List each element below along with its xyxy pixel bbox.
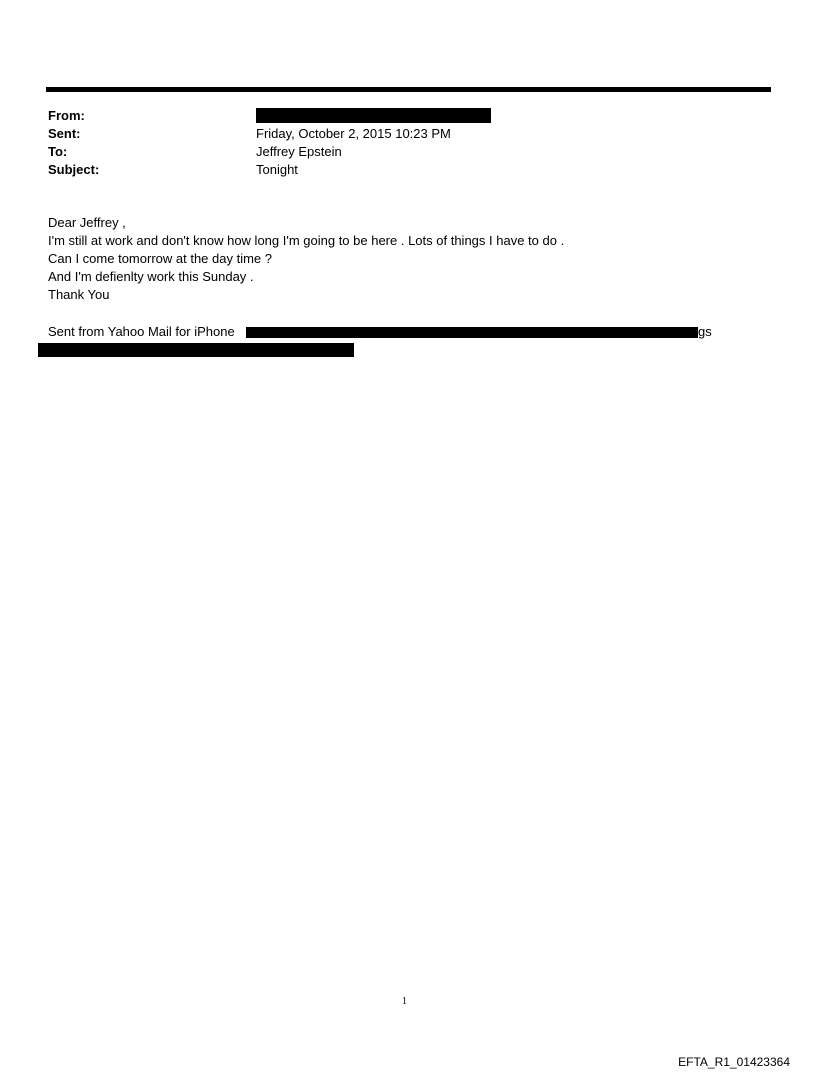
document-id: EFTA_R1_01423364 xyxy=(678,1055,790,1069)
body-line-tomorrow: Can I come tomorrow at the day time ? xyxy=(48,251,272,266)
email-body xyxy=(48,214,564,304)
subject-label: Subject: xyxy=(48,162,100,177)
signature-tail: gs xyxy=(698,324,712,339)
to-label: To: xyxy=(48,144,68,159)
sent-label: Sent: xyxy=(48,126,81,141)
header-divider-rule xyxy=(46,87,771,92)
from-label: From: xyxy=(48,108,85,123)
signature-line xyxy=(48,323,235,341)
signature-second-line-redaction xyxy=(38,343,354,357)
to-value: Jeffrey Epstein xyxy=(256,144,342,159)
from-redaction xyxy=(256,108,491,123)
signature-prefix: Sent from Yahoo Mail for iPhone xyxy=(48,324,235,339)
subject-value: Tonight xyxy=(256,162,298,177)
body-line-greeting: Dear Jeffrey , xyxy=(48,215,126,230)
body-line-thanks: Thank You xyxy=(48,287,110,302)
sent-value: Friday, October 2, 2015 10:23 PM xyxy=(256,126,451,141)
body-line-sunday: And I'm defienlty work this Sunday . xyxy=(48,269,254,284)
page-number: 1 xyxy=(402,996,407,1007)
body-line-work: I'm still at work and don't know how long I'm going to be here . Lots of things I have to do . xyxy=(48,233,565,248)
signature-link-redaction xyxy=(246,327,698,338)
